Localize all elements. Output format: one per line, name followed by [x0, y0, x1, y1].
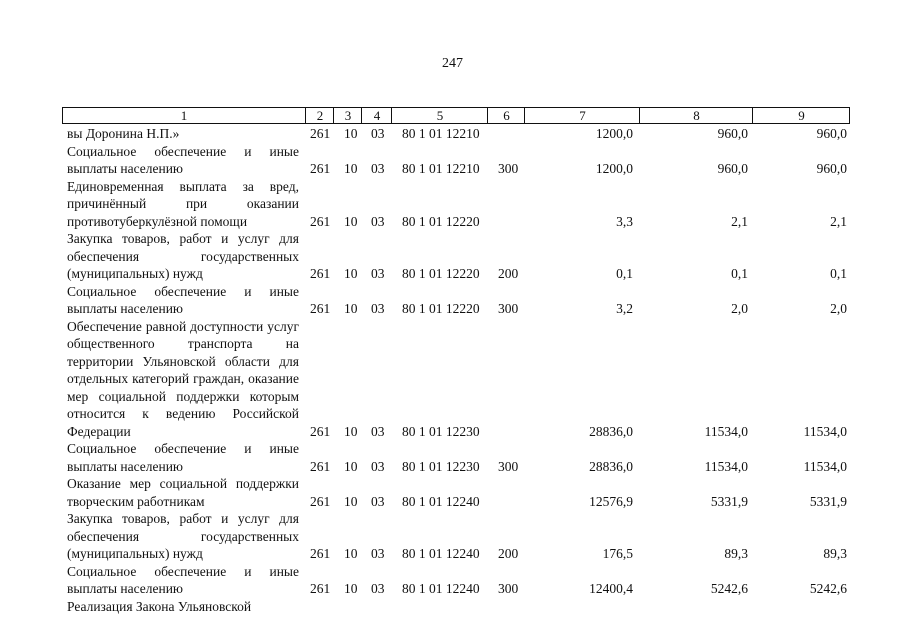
cell-col-2: 261: [310, 546, 331, 561]
table-row: [0, 143, 905, 178]
cell-col-7: 3,3: [616, 213, 633, 229]
cell-col-7: 1200,0: [595, 161, 633, 176]
cell-col-8: 5242,6: [710, 581, 748, 596]
cell-col-7: 12400,4: [589, 581, 633, 596]
cell-col-9: 11534,0: [803, 458, 847, 474]
cell-col-3: 10: [344, 458, 358, 474]
cell-col-8: 11534,0: [704, 423, 748, 439]
cell-col-4: 03: [371, 458, 385, 474]
cell-col-8: 5331,9: [710, 493, 748, 509]
row-name: Реализация Закона Ульяновской: [67, 598, 252, 614]
header-col-9: 9: [752, 108, 850, 123]
cell-col-7: 176,5: [602, 546, 633, 561]
row-name: Закупка товаров, работ и услуг для обеспечения государственных (муниципальных) нужд: [67, 231, 299, 281]
row-name: Единовременная выплата за вред, причинённый при оказании противотуберкулёзной помощи: [67, 178, 299, 229]
cell-col-9: 2,0: [830, 301, 847, 316]
cell-col-8: 11534,0: [704, 458, 748, 474]
table-header-row: [62, 107, 850, 124]
cell-col-2: 261: [310, 423, 331, 439]
cell-col-7: 28836,0: [589, 423, 633, 439]
cell-col-6: 300: [498, 161, 519, 176]
table-row: [0, 230, 905, 283]
cell-col-4: 03: [371, 126, 385, 141]
cell-col-9: 89,3: [823, 546, 847, 561]
table-row: [0, 563, 905, 598]
table-row: [0, 318, 905, 441]
header-col-3: 3: [333, 108, 362, 123]
cell-col-8: 2,1: [731, 213, 748, 229]
header-col-6: 6: [487, 108, 525, 123]
header-col-1: 1: [180, 108, 188, 123]
cell-col-9: 5331,9: [809, 493, 847, 509]
cell-col-9: 960,0: [816, 161, 847, 176]
cell-col-3: 10: [344, 493, 358, 509]
cell-col-2: 261: [310, 581, 331, 596]
page-number: 247: [442, 56, 463, 71]
row-name: вы Доронина Н.П.»: [67, 126, 180, 141]
cell-col-4: 03: [371, 161, 385, 176]
cell-col-4: 03: [371, 546, 385, 561]
cell-col-7: 28836,0: [589, 458, 633, 474]
cell-col-3: 10: [344, 126, 358, 141]
cell-col-4: 03: [371, 581, 385, 596]
cell-col-5: 80 1 01 12240: [402, 581, 480, 596]
cell-col-5: 80 1 01 12240: [402, 546, 480, 561]
row-name: Оказание мер социальной поддержки творческим работникам: [67, 476, 299, 509]
cell-col-4: 03: [371, 493, 385, 509]
row-name: Социальное обеспечение и иные выплаты населению: [67, 283, 299, 316]
cell-col-9: 11534,0: [803, 423, 847, 439]
table-body: [0, 125, 905, 615]
table-row: [0, 440, 905, 475]
header-col-8: 8: [639, 108, 753, 123]
row-name: Социальное обеспечение и иные выплаты населению: [67, 563, 299, 596]
row-name: Закупка товаров, работ и услуг для обеспечения государственных (муниципальных) нужд: [67, 511, 299, 561]
row-name: Социальное обеспечение и иные выплаты населению: [67, 143, 299, 176]
cell-col-5: 80 1 01 12210: [402, 126, 480, 141]
cell-col-2: 261: [310, 301, 331, 316]
cell-col-2: 261: [310, 161, 331, 176]
cell-col-9: 960,0: [816, 126, 847, 141]
cell-col-9: 0,1: [830, 266, 847, 281]
cell-col-6: 300: [498, 301, 519, 316]
header-col-2: 2: [305, 108, 334, 123]
cell-col-5: 80 1 01 12210: [402, 161, 480, 176]
cell-col-3: 10: [344, 581, 358, 596]
cell-col-7: 3,2: [616, 301, 633, 316]
cell-col-8: 89,3: [724, 546, 748, 561]
cell-col-6: 200: [498, 266, 519, 281]
cell-col-5: 80 1 01 12220: [402, 301, 480, 316]
cell-col-2: 261: [310, 493, 331, 509]
cell-col-8: 2,0: [731, 301, 748, 316]
table-row: [0, 598, 905, 616]
cell-col-9: 5242,6: [809, 581, 847, 596]
cell-col-8: 960,0: [717, 161, 748, 176]
table-row: [0, 178, 905, 231]
cell-col-3: 10: [344, 546, 358, 561]
cell-col-4: 03: [371, 301, 385, 316]
cell-col-6: 300: [498, 581, 519, 596]
header-col-4: 4: [361, 108, 392, 123]
cell-col-4: 03: [371, 266, 385, 281]
row-name: Обеспечение равной доступности услуг общественного транспорта на территории Ульяновской области для отдельных категорий граждан, оказание мер социальной поддержки которым относится к ведению Российской Федерации: [67, 318, 299, 439]
cell-col-4: 03: [371, 213, 385, 229]
cell-col-9: 2,1: [830, 213, 847, 229]
cell-col-5: 80 1 01 12240: [402, 493, 480, 509]
cell-col-2: 261: [310, 213, 331, 229]
cell-col-8: 0,1: [731, 266, 748, 281]
cell-col-4: 03: [371, 423, 385, 439]
table-row: [0, 125, 905, 143]
cell-col-5: 80 1 01 12230: [402, 423, 480, 439]
cell-col-7: 0,1: [616, 266, 633, 281]
cell-col-6: 300: [498, 458, 519, 474]
cell-col-7: 1200,0: [595, 126, 633, 141]
table-row: [0, 510, 905, 563]
cell-col-2: 261: [310, 458, 331, 474]
cell-col-2: 261: [310, 126, 331, 141]
cell-col-5: 80 1 01 12220: [402, 266, 480, 281]
cell-col-5: 80 1 01 12230: [402, 458, 480, 474]
header-col-7: 7: [524, 108, 640, 123]
cell-col-3: 10: [344, 301, 358, 316]
cell-col-3: 10: [344, 161, 358, 176]
cell-col-3: 10: [344, 423, 358, 439]
cell-col-2: 261: [310, 266, 331, 281]
cell-col-8: 960,0: [717, 126, 748, 141]
table-row: [0, 475, 905, 510]
cell-col-3: 10: [344, 213, 358, 229]
cell-col-3: 10: [344, 266, 358, 281]
header-col-5: 5: [391, 108, 488, 123]
cell-col-6: 200: [498, 546, 519, 561]
table-row: [0, 283, 905, 318]
row-name: Социальное обеспечение и иные выплаты населению: [67, 441, 299, 474]
cell-col-7: 12576,9: [589, 493, 633, 509]
cell-col-5: 80 1 01 12220: [402, 213, 480, 229]
